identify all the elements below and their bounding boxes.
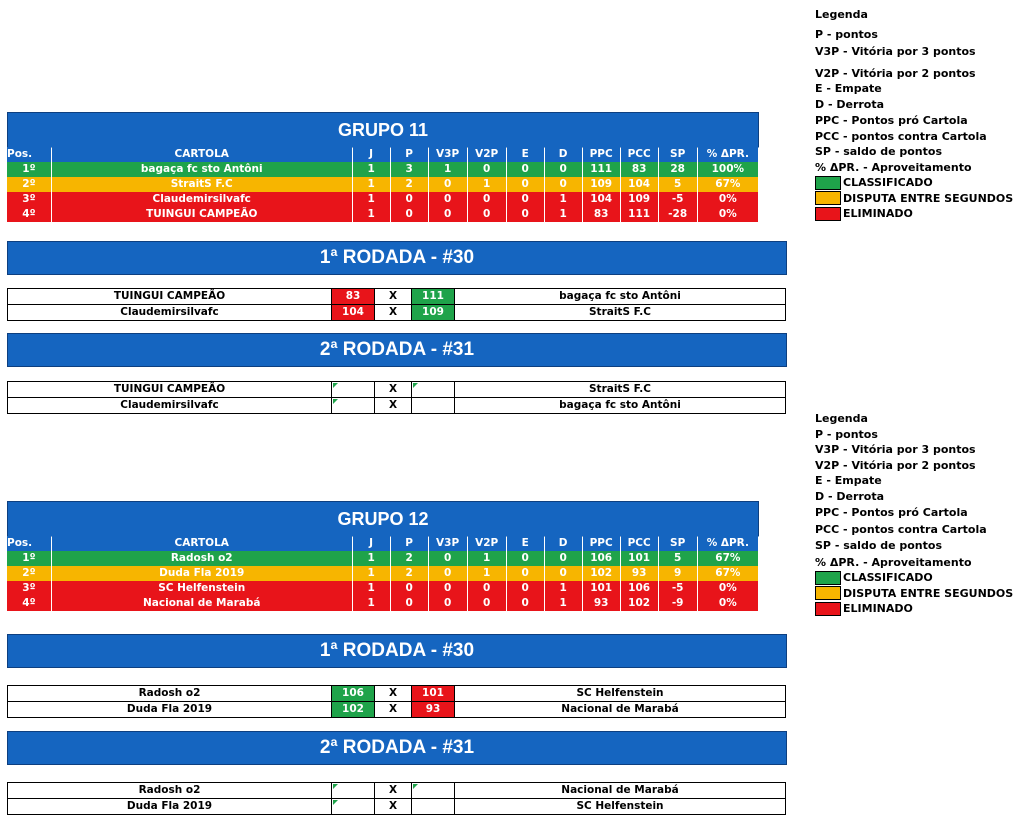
- cell-pos: 4º: [7, 207, 51, 222]
- header-apr: % ΔPR.: [697, 536, 758, 551]
- cell: -9: [658, 596, 697, 611]
- home-team: Claudemirsilvafc: [8, 398, 332, 414]
- legend-swatch-label: CLASSIFICADO: [843, 176, 933, 190]
- cell: 1: [352, 581, 390, 596]
- home-score: 83: [332, 289, 375, 305]
- green-swatch: [815, 176, 841, 190]
- versus: X: [375, 799, 412, 815]
- header-cartola: CARTOLA: [51, 147, 352, 162]
- versus: X: [375, 686, 412, 702]
- cell: 0: [506, 192, 544, 207]
- cell-team: Claudemirsilvafc: [51, 192, 352, 207]
- header-p: P: [390, 147, 428, 162]
- header-pos: Pos.: [7, 147, 51, 162]
- table-header-row: [7, 147, 759, 162]
- cell: 67%: [697, 566, 758, 581]
- comment-marker-icon: [333, 383, 338, 388]
- header-d: D: [544, 147, 582, 162]
- cell: 2: [390, 551, 428, 566]
- cell: 0: [506, 551, 544, 566]
- cell-pos: 3º: [7, 192, 51, 207]
- cell: 3: [390, 162, 428, 177]
- match-row: [8, 783, 786, 799]
- cell: 101: [620, 551, 658, 566]
- home-score-input[interactable]: [332, 783, 375, 799]
- home-team: Duda Fla 2019: [8, 799, 332, 815]
- cell: 1: [352, 566, 390, 581]
- legend-swatch-classified: [815, 175, 1013, 191]
- green-swatch: [815, 571, 841, 585]
- cell: 111: [582, 162, 620, 177]
- home-score: 104: [332, 305, 375, 321]
- cell-team: SC Helfenstein: [51, 581, 352, 596]
- header-v2p: V2P: [467, 536, 506, 551]
- home-team: Claudemirsilvafc: [8, 305, 332, 321]
- cell: 0: [428, 192, 467, 207]
- home-score: 106: [332, 686, 375, 702]
- cell: 101: [582, 581, 620, 596]
- legend-item: PCC - pontos contra Cartola: [815, 129, 987, 143]
- header-v3p: V3P: [428, 536, 467, 551]
- legend-swatch-label: ELIMINADO: [843, 207, 913, 221]
- cell: 1: [544, 596, 582, 611]
- header-sp: SP: [658, 147, 697, 162]
- cell: 0: [544, 551, 582, 566]
- standings-table-group-11: [7, 147, 759, 222]
- cell: 0: [467, 192, 506, 207]
- table-row: [7, 177, 759, 192]
- legend-swatch-label: DISPUTA ENTRE SEGUNDOS: [843, 586, 1014, 600]
- match-row: [8, 382, 786, 398]
- cell: 1: [544, 581, 582, 596]
- cell: 0: [506, 207, 544, 222]
- home-score-input[interactable]: [332, 382, 375, 398]
- legend-item: PPC - Pontos pró Cartola: [815, 506, 968, 519]
- cell: 100%: [697, 162, 758, 177]
- round-1-matches-group-11: [7, 288, 786, 321]
- home-score-input[interactable]: [332, 799, 375, 815]
- cell: 0: [467, 162, 506, 177]
- legend-item: PPC - Pontos pró Cartola: [815, 114, 968, 127]
- home-score: 102: [332, 702, 375, 718]
- legend-item: P - pontos: [815, 27, 878, 41]
- cell: 104: [582, 192, 620, 207]
- cell: 0: [428, 177, 467, 192]
- group-title: GRUPO 12: [7, 501, 759, 537]
- table-row: [7, 162, 759, 177]
- legend-item: V3P - Vitória por 3 pontos: [815, 443, 976, 456]
- legend-item: V3P - Vitória por 3 pontos: [815, 45, 976, 58]
- table-row: [7, 596, 759, 611]
- header-pcc: PCC: [620, 147, 658, 162]
- away-team: Nacional de Marabá: [455, 702, 786, 718]
- away-score: 111: [412, 289, 455, 305]
- cell: 111: [620, 207, 658, 222]
- cell: 1: [352, 177, 390, 192]
- cell: 2: [390, 566, 428, 581]
- comment-marker-icon: [333, 399, 338, 404]
- round-1-title: 1ª RODADA - #30: [7, 241, 787, 275]
- away-score: 109: [412, 305, 455, 321]
- legend-item: D - Derrota: [815, 489, 885, 503]
- table-row: [7, 566, 759, 581]
- cell: 83: [582, 207, 620, 222]
- cell: 0: [506, 596, 544, 611]
- cell: 0: [390, 596, 428, 611]
- header-sp: SP: [658, 536, 697, 551]
- cell: 0%: [697, 596, 758, 611]
- cell: 106: [620, 581, 658, 596]
- cell: 0: [506, 566, 544, 581]
- cell: 0: [428, 581, 467, 596]
- cell: 0: [467, 596, 506, 611]
- cell: 1: [352, 551, 390, 566]
- versus: X: [375, 783, 412, 799]
- cell: 1: [544, 192, 582, 207]
- away-score-input[interactable]: [412, 398, 455, 414]
- cell: 0: [544, 566, 582, 581]
- cell-team: Nacional de Marabá: [51, 596, 352, 611]
- header-apr: % ΔPR.: [697, 147, 758, 162]
- away-score: 101: [412, 686, 455, 702]
- cell: 0: [428, 551, 467, 566]
- away-score-input[interactable]: [412, 783, 455, 799]
- legend-item: PCC - pontos contra Cartola: [815, 522, 987, 536]
- header-e: E: [506, 147, 544, 162]
- header-ppc: PPC: [582, 536, 620, 551]
- table-row: [7, 551, 759, 566]
- header-ppc: PPC: [582, 147, 620, 162]
- home-team: Duda Fla 2019: [8, 702, 332, 718]
- match-row: [8, 289, 786, 305]
- cell: 0: [428, 207, 467, 222]
- cell: 0: [506, 162, 544, 177]
- cell-pos: 1º: [7, 162, 51, 177]
- home-team: TUINGUI CAMPEÃO: [8, 289, 332, 305]
- cell: 83: [620, 162, 658, 177]
- cell: 1: [352, 162, 390, 177]
- cell: 0%: [697, 581, 758, 596]
- cell: 9: [658, 566, 697, 581]
- comment-marker-icon: [333, 800, 338, 805]
- versus: X: [375, 702, 412, 718]
- cell: 0%: [697, 192, 758, 207]
- cell: 0: [544, 177, 582, 192]
- header-pcc: PCC: [620, 536, 658, 551]
- home-team: Radosh o2: [8, 686, 332, 702]
- cell: 1: [467, 566, 506, 581]
- table-row: [7, 192, 759, 207]
- header-d: D: [544, 536, 582, 551]
- round-1-matches-group-12: [7, 685, 786, 718]
- cell: 1: [352, 192, 390, 207]
- match-row: [8, 686, 786, 702]
- legend-title: Legenda: [815, 412, 868, 425]
- cell-pos: 2º: [7, 566, 51, 581]
- match-row: [8, 702, 786, 718]
- header-v3p: V3P: [428, 147, 467, 162]
- cell: 5: [658, 551, 697, 566]
- table-row: [7, 207, 759, 222]
- home-score-input[interactable]: [332, 398, 375, 414]
- cell: 109: [620, 192, 658, 207]
- cell: 102: [582, 566, 620, 581]
- legend-swatch-eliminated: [815, 206, 1013, 222]
- legend-swatch-dispute: [815, 586, 1013, 602]
- home-team: TUINGUI CAMPEÃO: [8, 382, 332, 398]
- match-row: [8, 799, 786, 815]
- round-1-title: 1ª RODADA - #30: [7, 634, 787, 668]
- legend-swatch-label: ELIMINADO: [843, 602, 913, 616]
- match-row: [8, 398, 786, 414]
- cell: 0: [428, 596, 467, 611]
- cell: 93: [620, 566, 658, 581]
- cell: 109: [582, 177, 620, 192]
- cell-team: Radosh o2: [51, 551, 352, 566]
- cell: 104: [620, 177, 658, 192]
- cell: 67%: [697, 177, 758, 192]
- red-swatch: [815, 207, 841, 221]
- cell: 1: [544, 207, 582, 222]
- cell: 0: [467, 207, 506, 222]
- away-team: SC Helfenstein: [455, 686, 786, 702]
- legend-swatch-classified: [815, 570, 1013, 586]
- header-cartola: CARTOLA: [51, 536, 352, 551]
- cell: 1: [467, 177, 506, 192]
- away-score: 93: [412, 702, 455, 718]
- cell-team: bagaça fc sto Antôni: [51, 162, 352, 177]
- cell: -5: [658, 192, 697, 207]
- header-p: P: [390, 536, 428, 551]
- table-header-row: [7, 536, 759, 551]
- away-team: StraitS F.C: [455, 305, 786, 321]
- cell: 106: [582, 551, 620, 566]
- away-team: StraitS F.C: [455, 382, 786, 398]
- match-row: [8, 305, 786, 321]
- legend-item: % ΔPR. - Aproveitamento: [815, 555, 972, 569]
- legend-item: P - pontos: [815, 427, 878, 441]
- legend-swatch-dispute: [815, 191, 1013, 207]
- legend-swatch-label: DISPUTA ENTRE SEGUNDOS: [843, 191, 1014, 205]
- cell-pos: 2º: [7, 177, 51, 192]
- header-j: J: [352, 147, 390, 162]
- versus: X: [375, 305, 412, 321]
- cell: 2: [390, 177, 428, 192]
- comment-marker-icon: [333, 784, 338, 789]
- cell-team: Duda Fla 2019: [51, 566, 352, 581]
- versus: X: [375, 289, 412, 305]
- versus: X: [375, 382, 412, 398]
- legend-group-11: [815, 7, 1013, 222]
- legend-swatch-label: CLASSIFICADO: [843, 571, 933, 585]
- cell: 0: [506, 177, 544, 192]
- legend-item: V2P - Vitória por 2 pontos: [815, 458, 976, 472]
- cell: 0: [544, 162, 582, 177]
- cell: 102: [620, 596, 658, 611]
- header-j: J: [352, 536, 390, 551]
- legend-item: % ΔPR. - Aproveitamento: [815, 160, 972, 174]
- cell: 0: [467, 581, 506, 596]
- cell: 1: [352, 596, 390, 611]
- legend-item: E - Empate: [815, 82, 882, 95]
- away-score-input[interactable]: [412, 382, 455, 398]
- cell-team: TUINGUI CAMPEÃO: [51, 207, 352, 222]
- cell: 0: [428, 566, 467, 581]
- red-swatch: [815, 602, 841, 616]
- legend-group-12: [815, 411, 1013, 617]
- legend-item: SP - saldo de pontos: [815, 539, 942, 552]
- away-score-input[interactable]: [412, 799, 455, 815]
- header-e: E: [506, 536, 544, 551]
- legend-item: D - Derrota: [815, 97, 885, 111]
- legend-item: SP - saldo de pontos: [815, 145, 942, 158]
- cell: 1: [352, 207, 390, 222]
- cell: 0: [390, 207, 428, 222]
- cell: 67%: [697, 551, 758, 566]
- comment-marker-icon: [413, 784, 418, 789]
- cell: 28: [658, 162, 697, 177]
- cell: 1: [467, 551, 506, 566]
- cell: 0: [390, 581, 428, 596]
- away-team: SC Helfenstein: [455, 799, 786, 815]
- cell-pos: 3º: [7, 581, 51, 596]
- round-2-title: 2ª RODADA - #31: [7, 333, 787, 367]
- away-team: bagaça fc sto Antôni: [455, 289, 786, 305]
- cell-pos: 4º: [7, 596, 51, 611]
- legend-item: E - Empate: [815, 474, 882, 487]
- round-2-matches-group-11: [7, 381, 786, 414]
- round-2-matches-group-12: [7, 782, 786, 815]
- standings-table-group-12: [7, 536, 759, 611]
- cell: 1: [428, 162, 467, 177]
- legend-item: V2P - Vitória por 2 pontos: [815, 66, 976, 80]
- comment-marker-icon: [413, 383, 418, 388]
- yellow-swatch: [815, 586, 841, 600]
- header-pos: Pos.: [7, 536, 51, 551]
- yellow-swatch: [815, 191, 841, 205]
- cell-pos: 1º: [7, 551, 51, 566]
- cell: -28: [658, 207, 697, 222]
- table-row: [7, 581, 759, 596]
- home-team: Radosh o2: [8, 783, 332, 799]
- cell: 0: [506, 581, 544, 596]
- legend-swatch-eliminated: [815, 601, 1013, 617]
- cell: 0%: [697, 207, 758, 222]
- away-team: Nacional de Marabá: [455, 783, 786, 799]
- away-team: bagaça fc sto Antôni: [455, 398, 786, 414]
- versus: X: [375, 398, 412, 414]
- cell-team: StraitS F.C: [51, 177, 352, 192]
- legend-title: Legenda: [815, 8, 868, 21]
- cell: 0: [390, 192, 428, 207]
- header-v2p: V2P: [467, 147, 506, 162]
- round-2-title: 2ª RODADA - #31: [7, 731, 787, 765]
- group-title: GRUPO 11: [7, 112, 759, 148]
- cell: -5: [658, 581, 697, 596]
- cell: 5: [658, 177, 697, 192]
- cell: 93: [582, 596, 620, 611]
